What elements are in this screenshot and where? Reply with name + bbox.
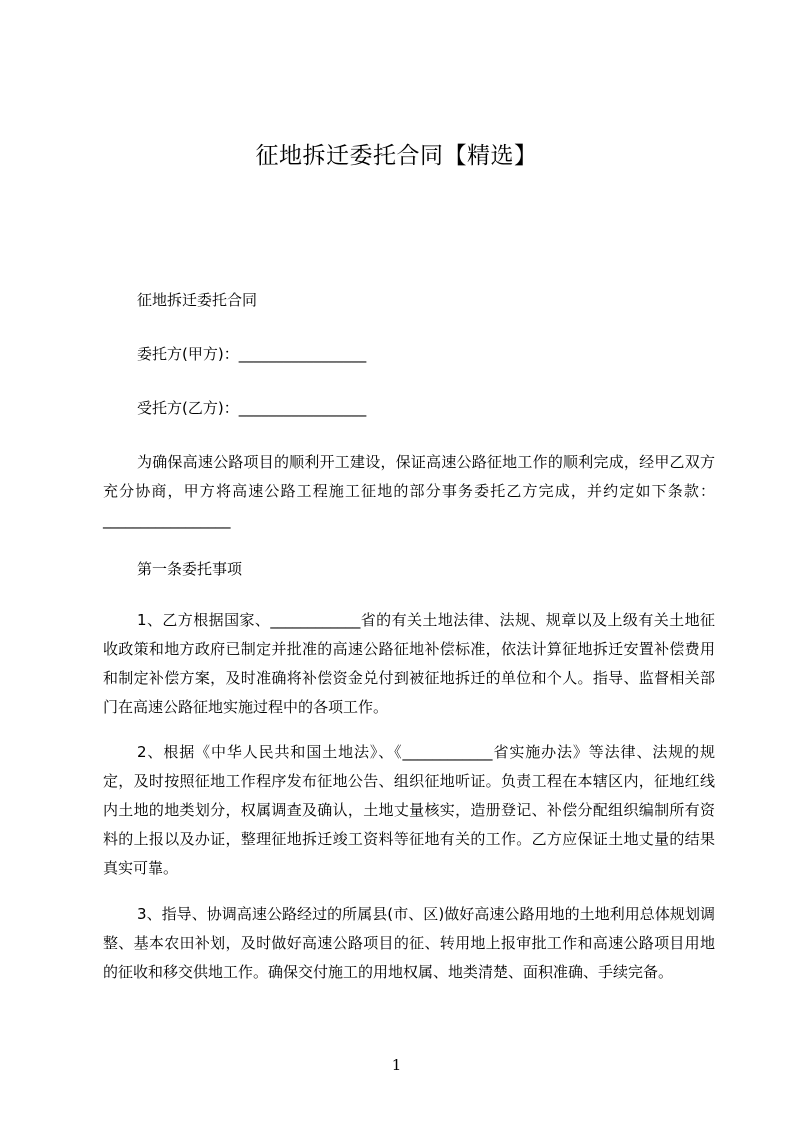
clause-2: 2、根据《中华人民共和国土地法》、《____________省实施办法》等法律、法规的规定，及时按照征地工作程序发布征地公告、组织征地听证。负责工程在本辖区内，征地红线内土地的地类划分，权属调查及确认，土地丈量核实，造册登记、补偿分配组织编制所有资料的上报以及办证，整理征地拆迁竣工资料等征地有关的工作。乙方应保证土地丈量的结果真实可靠。 [103,743,715,877]
preamble-paragraph: 为确保高速公路项目的顺利开工建设，保证高速公路征地工作的顺利完成，经甲乙双方充分协商，甲方将高速公路工程施工征地的部分事务委托乙方完成，并约定如下条款：_________________ [103,453,715,529]
clause-3: 3、指导、协调高速公路经过的所属县(市、区)做好高速公路用地的土地利用总体规划调整、基本农田补划，及时做好高速公路项目的征、转用地上报审批工作和高速公路项目用地的征收和移交供地工作。确保交付施工的用地权属、地类清楚、面积准确、手续完备。 [103,905,715,981]
page-number: 1 [391,1056,402,1074]
article-1-heading: 第一条委托事项 [137,560,243,578]
party-a-line: 委托方(甲方)：_________________ [137,345,367,363]
contract-heading: 征地拆迁委托合同 [137,291,258,309]
party-b-line: 受托方(乙方)：_________________ [137,399,367,417]
document-title: 征地拆迁委托合同【精选】 [255,143,538,169]
clause-1: 1、乙方根据国家、____________省的有关土地法律、法规、规章以及上级有关土地征收政策和地方政府已制定并批准的高速公路征地补偿标准，依法计算征地拆迁安置补偿费用和制定补偿方案，及时准确将补偿资金兑付到被征地拆迁的单位和个人。指导、监督相关部门在高速公路征地实施过程中的各项工作。 [103,611,715,716]
